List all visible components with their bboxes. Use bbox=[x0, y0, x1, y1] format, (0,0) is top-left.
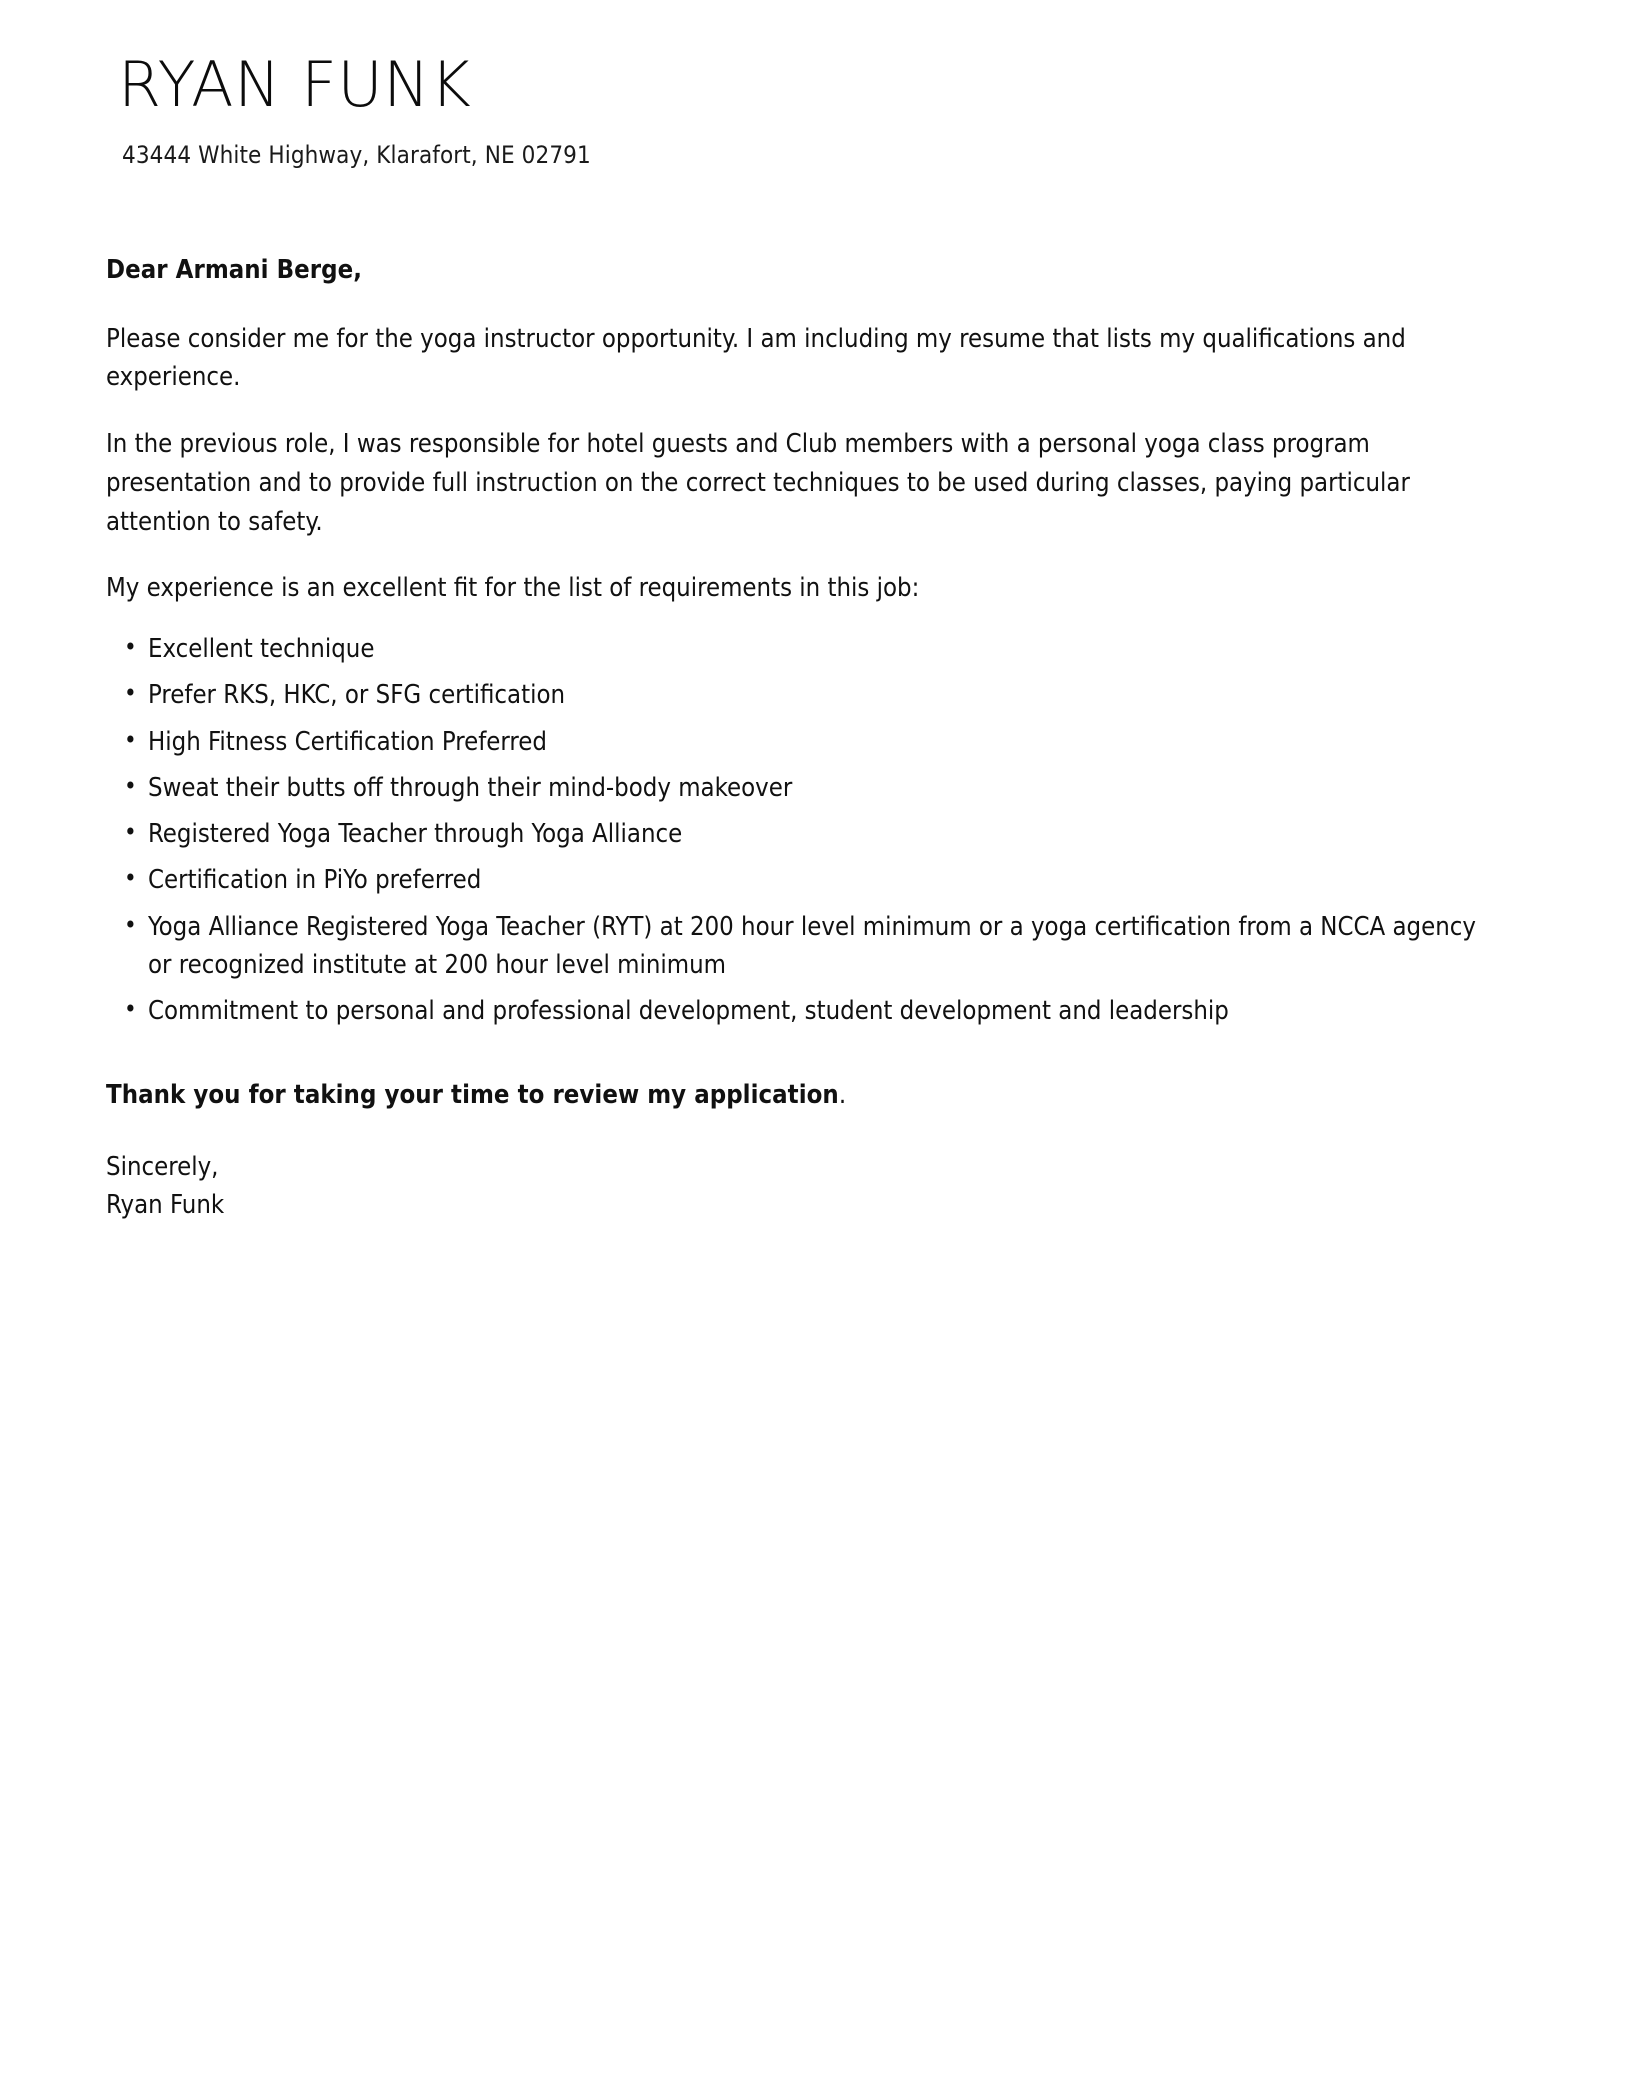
applicant-address: 43444 White Highway, Klarafort, NE 02791 bbox=[122, 140, 591, 169]
letter-content bbox=[100, 251, 1532, 1225]
requirements-intro: My experience is an excellent fit for the list of requirements in this job: bbox=[106, 573, 920, 604]
paragraph-experience: In the previous role, I was responsible for hotel guests and Club members with a personal yoga class program presentation and to provide full instruction on the correct techniques to be used during classes, paying particular attention to safety. bbox=[106, 429, 1410, 537]
list-item: • Registered Yoga Teacher through Yoga Alliance bbox=[100, 815, 1488, 853]
signature-name: Ryan Funk bbox=[106, 1189, 225, 1220]
list-item: • High Fitness Certification Preferred bbox=[100, 723, 1488, 761]
list-item: • Excellent technique bbox=[100, 630, 1488, 668]
thank-you-line bbox=[106, 1076, 1532, 1115]
requirements-list bbox=[100, 630, 1532, 1030]
closing-line: Sincerely, bbox=[106, 1152, 219, 1183]
paragraph-intro: Please consider me for the yoga instructor opportunity. I am including my resume that lists my qualifications and experience. bbox=[106, 323, 1406, 393]
cover-letter-body bbox=[100, 48, 1532, 1225]
page-title: RYAN FUNK bbox=[118, 48, 472, 121]
list-item: • Commitment to personal and professional development, student development and leadership bbox=[100, 992, 1488, 1030]
thank-you-text: Thank you for taking your time to review my application bbox=[106, 1080, 839, 1111]
list-item: • Certification in PiYo preferred bbox=[100, 861, 1488, 899]
list-item: • Prefer RKS, HKC, or SFG certification bbox=[100, 676, 1488, 714]
signature-block bbox=[106, 1149, 1532, 1224]
thank-you-period: . bbox=[838, 1080, 847, 1111]
list-item: • Yoga Alliance Registered Yoga Teacher (RYT) at 200 hour level minimum or a yoga certification from a NCCA agency or recognized institute at 200 hour level minimum bbox=[100, 908, 1488, 985]
list-item: • Sweat their butts off through their mind-body makeover bbox=[100, 769, 1488, 807]
salutation: Dear Armani Berge, bbox=[106, 254, 362, 285]
